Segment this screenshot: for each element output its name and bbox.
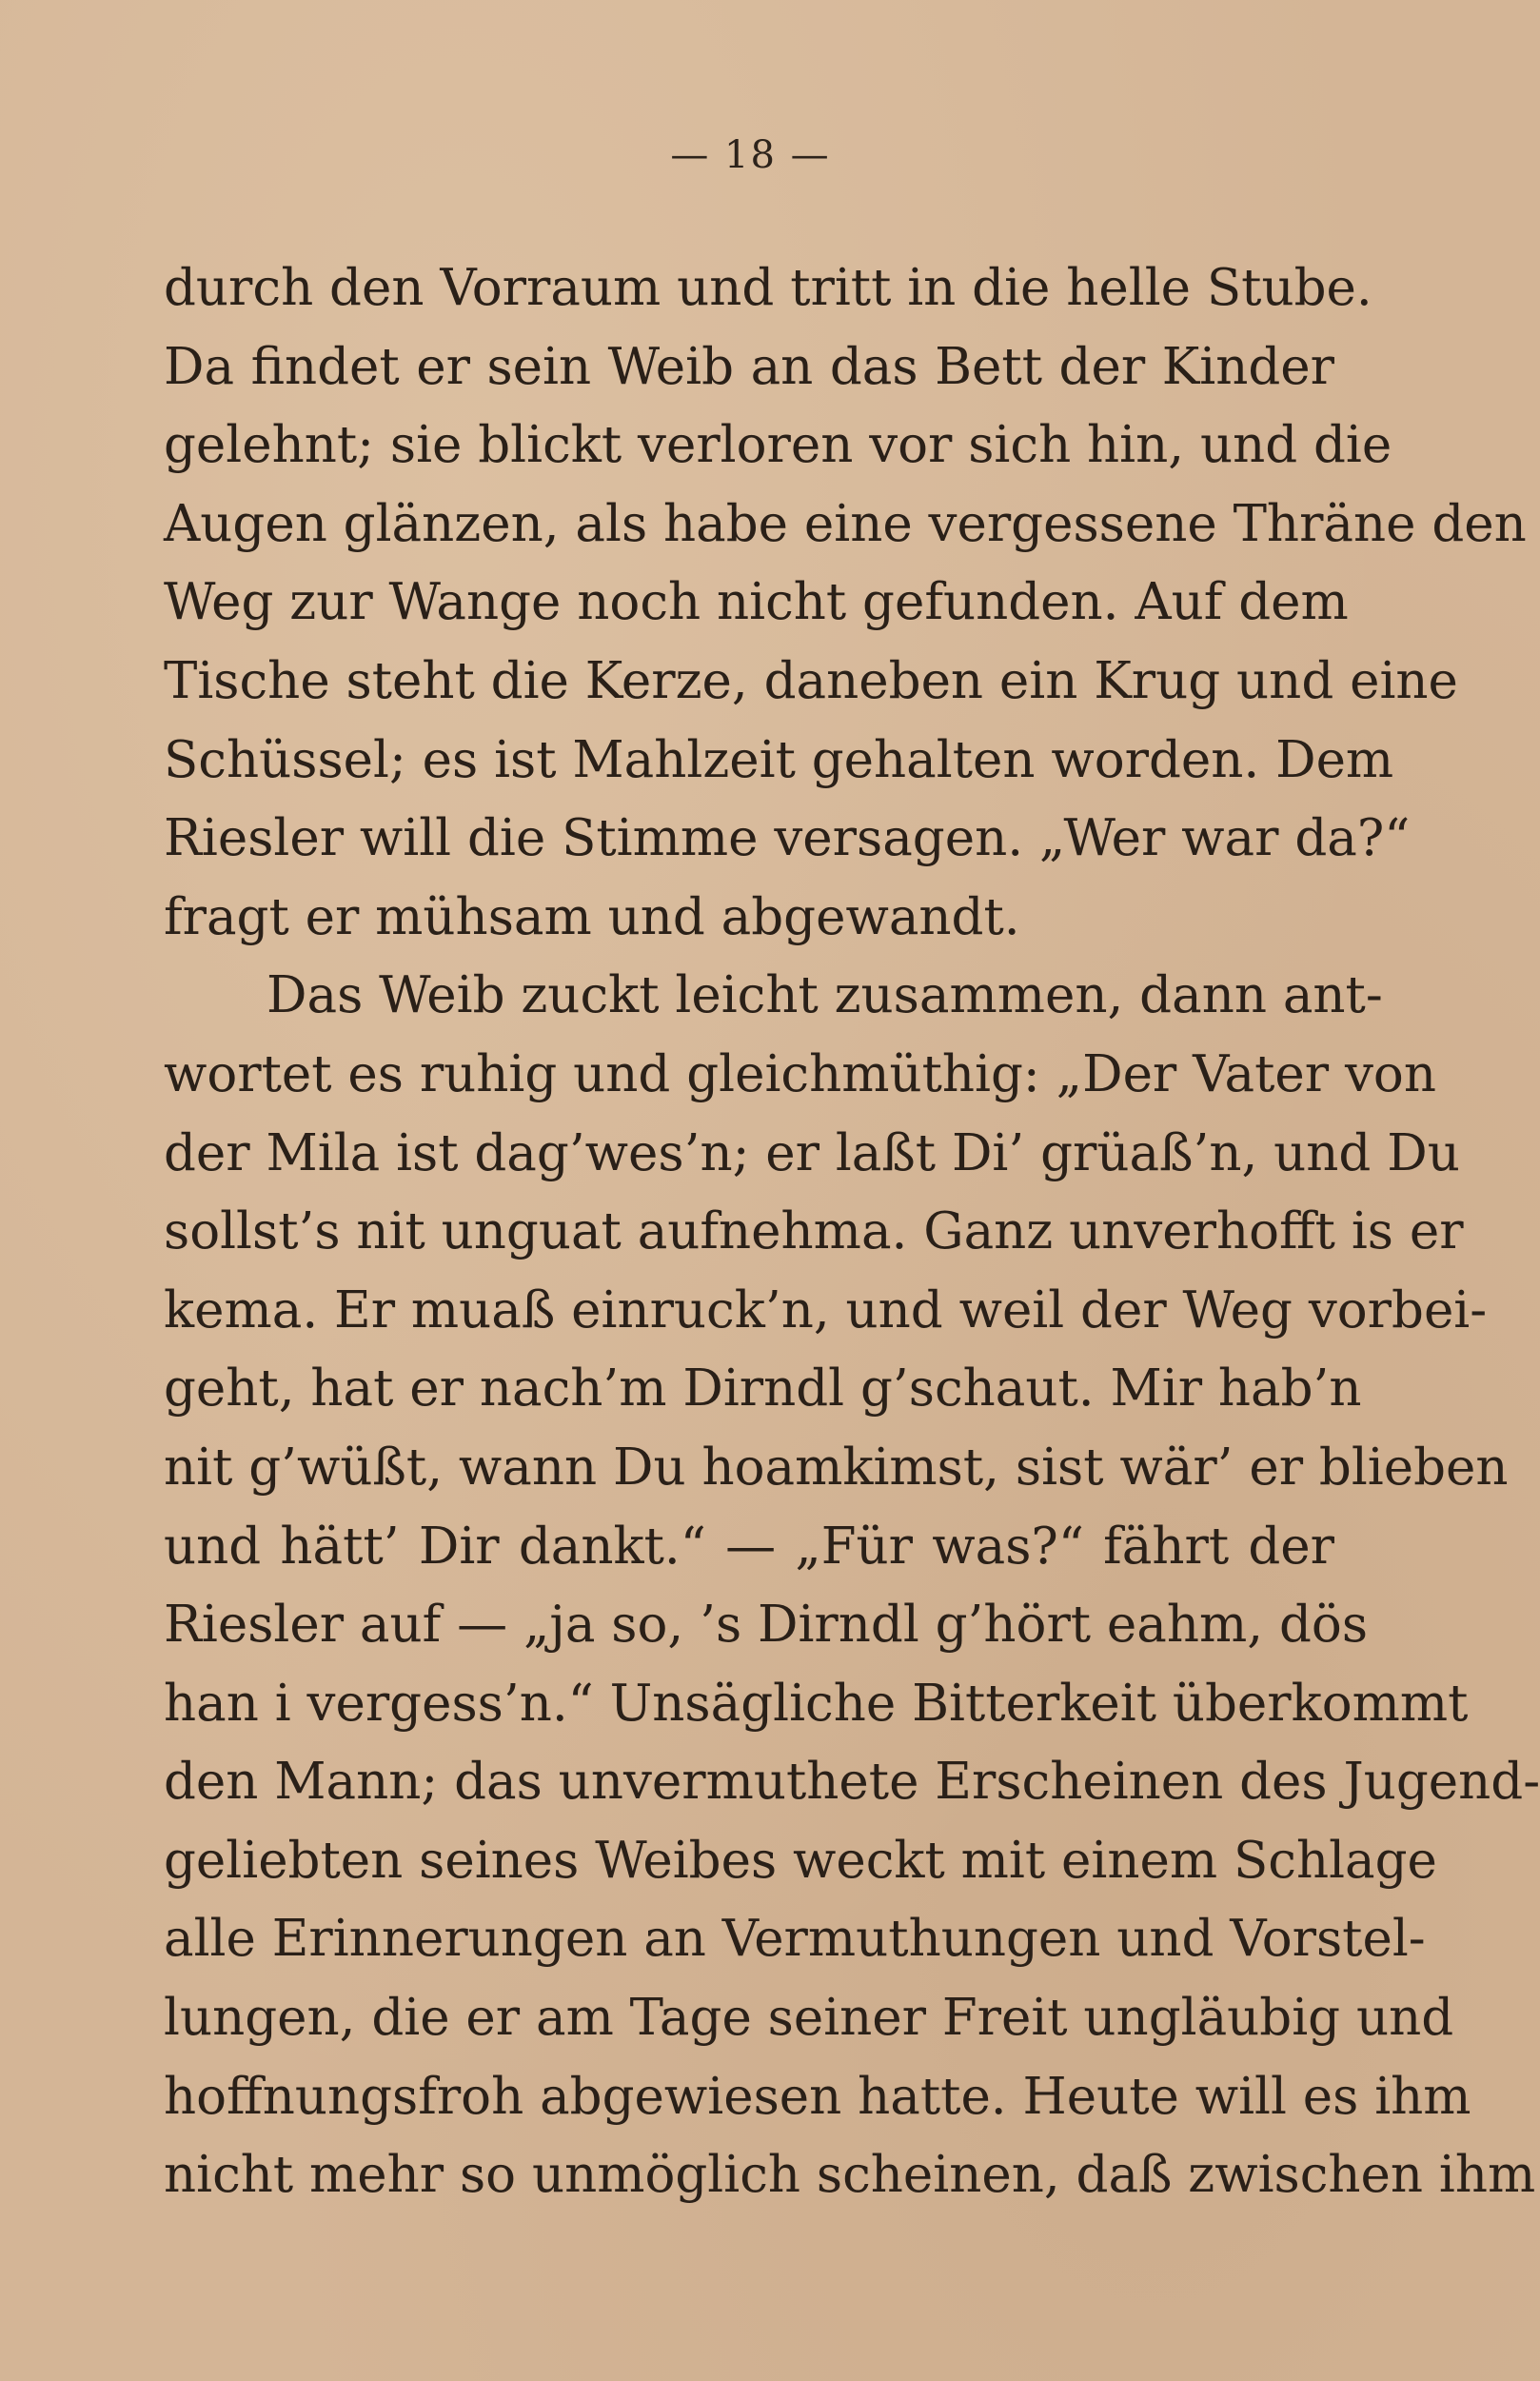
text-line: den Mann; das unvermuthete Erscheinen des Jugend-: [164, 1753, 1540, 1812]
text-line: lungen, die er am Tage seiner Freit ungläubig und: [164, 1989, 1454, 2048]
text-line: Da findet er sein Weib an das Bett der Kinder: [164, 337, 1334, 396]
text-line: fragt er mühsam und abgewandt.: [164, 887, 1020, 946]
page-number: — 18 —: [670, 133, 831, 177]
text-line: Weg zur Wange noch nicht gefunden. Auf dem: [164, 573, 1349, 632]
text-line: nit g’wüßt, wann Du hoamkimst, sist wär’ er blieben: [164, 1438, 1509, 1497]
text-line: kema. Er muaß einruck’n, und weil der Weg vorbei-: [164, 1280, 1488, 1339]
text-line: durch den Vorraum und tritt in die helle Stube.: [164, 259, 1372, 317]
text-line: sollst’s nit unguat aufnehma. Ganz unverhofft is er: [164, 1202, 1464, 1261]
text-line: geliebten seines Weibes weckt mit einem Schlage: [164, 1831, 1437, 1890]
text-line: wortet es ruhig und gleichmüthig: „Der Vater von: [164, 1044, 1436, 1103]
text-line: han i vergess’n.“ Unsägliche Bitterkeit überkommt: [164, 1674, 1469, 1733]
text-line: hoffnungsfroh abgewiesen hatte. Heute will es ihm: [164, 2067, 1471, 2126]
text-line: Augen glänzen, als habe eine vergessene Thräne den: [164, 494, 1527, 553]
text-line: Riesler auf — „ja so, ’s Dirndl g’hört eahm, dös: [164, 1596, 1369, 1655]
text-line: nicht mehr so unmöglich scheinen, daß zwischen ihm: [164, 2146, 1536, 2205]
text-line: der Mila ist dag’wes’n; er laßt Di’ grüaß’n, und Du: [164, 1123, 1460, 1182]
text-line: Tische steht die Kerze, daneben ein Krug und eine: [164, 651, 1458, 710]
body-text: [164, 249, 1540, 2215]
text-line: alle Erinnerungen an Vermuthungen und Vorstel-: [164, 1910, 1426, 1969]
text-line: Riesler will die Stimme versagen. „Wer war da?“: [164, 809, 1411, 868]
text-line: gelehnt; sie blickt verloren vor sich hin, und die: [164, 416, 1392, 475]
text-line: und hätt’ Dir dankt.“ — „Für was?“ fährt der: [164, 1517, 1334, 1576]
text-line: Das Weib zuckt leicht zusammen, dann ant-: [267, 966, 1383, 1025]
text-line: Schüssel; es ist Mahlzeit gehalten worden. Dem: [164, 730, 1394, 789]
text-line: geht, hat er nach’m Dirndl g’schaut. Mir hab’n: [164, 1359, 1362, 1419]
